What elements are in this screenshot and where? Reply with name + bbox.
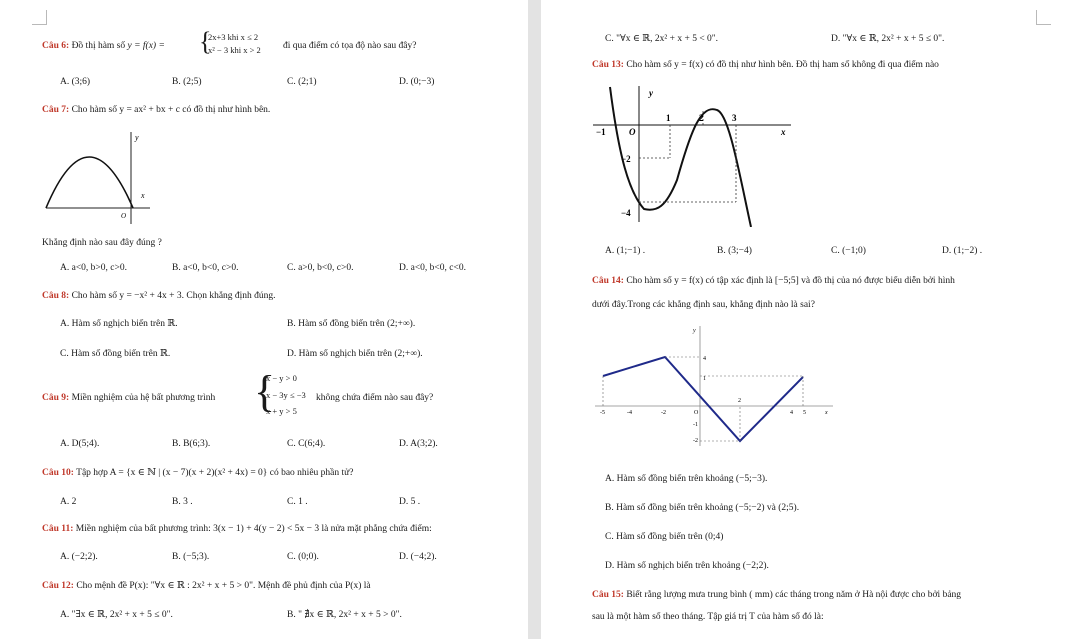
piecewise-brace: { xyxy=(199,27,212,56)
option-a[interactable]: A. a<0, b>0, c>0. xyxy=(60,263,127,273)
option-a[interactable]: A. D(5;4). xyxy=(60,439,100,449)
document-page-left xyxy=(0,0,528,639)
y-axis-label: y xyxy=(135,133,139,142)
question-text: dưới đây.Trong các khẳng định sau, khẳng định nào là sai? xyxy=(592,300,815,310)
option-d[interactable]: D. (0;−3) xyxy=(399,77,435,87)
origin-label: O xyxy=(694,410,699,416)
inequality-2: x − 3y ≤ −3 xyxy=(266,390,306,400)
option-b[interactable]: B. 3 . xyxy=(172,497,193,507)
question-text: Cho hàm số y = f(x) có tập xác định là [−5;5] và đồ thị của nó được biểu diễn bởi hình xyxy=(626,276,955,286)
piecewise-case-2: x² − 3 khi x > 2 xyxy=(208,45,261,55)
inequality-1: x − y > 0 xyxy=(266,373,297,383)
option-a[interactable]: A. Hàm số nghịch biến trên ℝ. xyxy=(60,319,178,329)
option-b[interactable]: B. a<0, b<0, c>0. xyxy=(172,263,239,273)
origin-label: O xyxy=(629,127,636,137)
question-text: Cho hàm số y = ax² + bx + c có đồ thị như hình bên. xyxy=(71,105,271,115)
tick-label: −1 xyxy=(596,127,606,137)
option-d[interactable]: D. a<0, b<0, c<0. xyxy=(399,263,466,273)
option-b[interactable]: B. (−5;3). xyxy=(172,552,210,562)
option-b[interactable]: B. (2;5) xyxy=(172,77,202,87)
tick-label: 2 xyxy=(738,398,741,404)
option-a[interactable]: A. (−2;2). xyxy=(60,552,98,562)
question-14 xyxy=(592,275,955,287)
piecewise-case-1: 2x+3 khi x ≤ 2 xyxy=(208,32,259,42)
tick-label: 3 xyxy=(732,113,737,123)
question-text: sau là một hàm số theo tháng. Tập giá trị T của hàm số đó là: xyxy=(592,612,824,622)
inequality-3: x + y > 5 xyxy=(266,406,297,416)
option-d[interactable]: D. (−4;2). xyxy=(399,552,437,562)
question-text: Biết rằng lượng mưa trung bình ( mm) các tháng trong năm ở Hà nội được cho bởi bảng xyxy=(626,590,962,600)
question-number: Câu 13: xyxy=(592,60,624,70)
option-d[interactable]: D. Hàm số nghịch biến trên (2;+∞). xyxy=(287,349,423,359)
cubic-graph-figure xyxy=(591,82,796,227)
tick-label: 1 xyxy=(666,113,671,123)
tick-label: 4 xyxy=(703,356,706,362)
question-text: Cho hàm số y = f(x) có đồ thị như hình bên. Đồ thị ham số không đi qua điểm nào xyxy=(626,60,939,70)
question-number: Câu 10: xyxy=(42,468,74,478)
tick-label: -1 xyxy=(693,422,698,428)
question-prompt: Khẳng định nào sau đây đúng ? xyxy=(42,238,162,248)
question-12 xyxy=(42,580,371,592)
question-10 xyxy=(42,467,354,479)
x-axis-label: x xyxy=(141,191,145,200)
option-c[interactable]: C. (0;0). xyxy=(287,552,319,562)
option-a[interactable]: A. Hàm số đồng biến trên khoảng (−5;−3). xyxy=(605,474,768,484)
document-page-right xyxy=(541,0,1067,639)
option-a[interactable]: A. (3;6) xyxy=(60,77,91,87)
parabola-figure xyxy=(44,128,154,228)
question-text: Đồ thị hàm số xyxy=(71,41,126,51)
origin-label: O xyxy=(121,212,127,220)
cubic-curve xyxy=(610,87,751,227)
question-number: Câu 7: xyxy=(42,105,70,115)
option-d[interactable]: D. (1;−2) . xyxy=(942,246,983,256)
question-text: Tập hợp A = {x ∈ ℕ | (x − 7)(x + 2)(x² + 4x) = 0} có bao nhiêu phần tử? xyxy=(76,468,354,478)
option-b[interactable]: B. Hàm số đồng biến trên khoảng (−5;−2) và (2;5). xyxy=(605,503,800,513)
option-d[interactable]: D. A(3;2). xyxy=(399,439,438,449)
tick-label: 1 xyxy=(703,376,706,382)
option-c[interactable]: C. a>0, b<0, c>0. xyxy=(287,263,354,273)
margin-mark-tl xyxy=(32,10,47,25)
option-c[interactable]: C. "∀x ∈ ℝ, 2x² + x + 5 < 0". xyxy=(605,34,719,44)
question-15 xyxy=(592,589,961,601)
parabola-curve xyxy=(46,157,133,208)
question-text: đi qua điểm có tọa độ nào sau đây? xyxy=(283,41,417,51)
tick-label: -2 xyxy=(661,410,666,416)
option-c[interactable]: C. Hàm số đồng biến trên ℝ. xyxy=(60,349,171,359)
question-11 xyxy=(42,523,432,535)
question-text: Miền nghiệm của bất phương trình: 3(x − 1) + 4(y − 2) < 5x − 3 là nửa mặt phẳng chứa điểm: xyxy=(75,524,432,534)
option-d[interactable]: D. "∀x ∈ ℝ, 2x² + x + 5 ≤ 0". xyxy=(831,34,945,44)
question-9 xyxy=(42,392,215,404)
question-8 xyxy=(42,290,276,302)
question-number: Câu 11: xyxy=(42,524,74,534)
option-c[interactable]: C. C(6;4). xyxy=(287,439,326,449)
question-number: Câu 15: xyxy=(592,590,624,600)
margin-mark-tr xyxy=(1036,10,1051,25)
option-b[interactable]: B. (3;−4) xyxy=(717,246,752,256)
y-axis-label: y xyxy=(693,328,696,334)
x-axis-label: x xyxy=(825,410,828,416)
tick-label: −4 xyxy=(621,208,631,218)
tick-label: -4 xyxy=(627,410,632,416)
question-6 xyxy=(42,40,165,52)
tick-label: -5 xyxy=(600,410,605,416)
option-a[interactable]: A. (1;−1) . xyxy=(605,246,646,256)
question-number: Câu 9: xyxy=(42,393,70,403)
question-number: Câu 14: xyxy=(592,276,624,286)
option-b[interactable]: B. Hàm số đồng biến trên (2;+∞). xyxy=(287,319,416,329)
question-number: Câu 12: xyxy=(42,581,74,591)
option-a[interactable]: A. 2 xyxy=(60,497,77,507)
question-number: Câu 8: xyxy=(42,291,70,301)
function-notation: y = f(x) = xyxy=(127,41,165,51)
option-b[interactable]: B. B(6;3). xyxy=(172,439,211,449)
x-axis-label: x xyxy=(781,127,786,137)
option-d[interactable]: D. 5 . xyxy=(399,497,421,507)
question-text: Cho hàm số y = −x² + 4x + 3. Chọn khẳng định đúng. xyxy=(71,291,276,301)
piecewise-graph-figure xyxy=(593,322,843,448)
system-brace: { xyxy=(254,367,276,416)
question-number: Câu 6: xyxy=(42,41,70,51)
y-axis-label: y xyxy=(649,88,653,98)
option-c[interactable]: C. (2;1) xyxy=(287,77,317,87)
question-13 xyxy=(592,59,939,71)
tick-label: 2 xyxy=(699,113,704,123)
tick-label: −2 xyxy=(621,154,631,164)
option-d[interactable]: D. Hàm số nghịch biến trên khoảng (−2;2). xyxy=(605,561,769,571)
option-c[interactable]: C. Hàm số đồng biến trên (0;4) xyxy=(605,532,724,542)
option-c[interactable]: C. (−1;0) xyxy=(831,246,866,256)
question-7 xyxy=(42,104,270,116)
option-c[interactable]: C. 1 . xyxy=(287,497,308,507)
tick-label: -2 xyxy=(693,438,698,444)
piecewise-line xyxy=(603,357,803,441)
question-text: Cho mệnh đề P(x): "∀x ∈ ℝ : 2x² + x + 5 > 0". Mệnh đề phủ định của P(x) là xyxy=(76,581,371,591)
question-text: không chứa điểm nào sau đây? xyxy=(316,393,434,403)
page-gutter xyxy=(528,0,541,639)
option-a[interactable]: A. "∃x ∈ ℝ, 2x² + x + 5 ≤ 0". xyxy=(60,610,173,620)
tick-label: 4 xyxy=(790,410,793,416)
option-b[interactable]: B. " ∄x ∈ ℝ, 2x² + x + 5 > 0". xyxy=(287,610,402,620)
question-text: Miền nghiệm của hệ bất phương trình xyxy=(71,393,216,403)
tick-label: 5 xyxy=(803,410,806,416)
